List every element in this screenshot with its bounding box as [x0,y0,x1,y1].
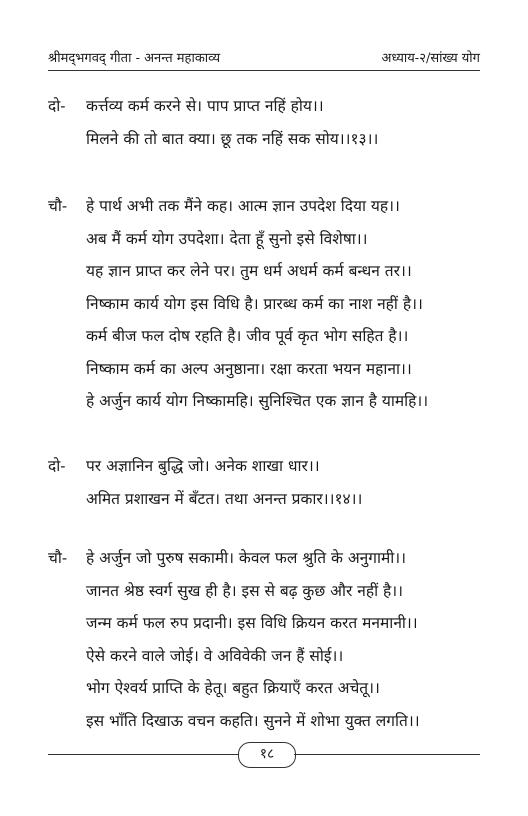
verse-line: दो- कर्त्तव्य कर्म करने से। पाप प्राप्त नहिं होय।। [48,94,488,127]
chaupai-stanza-2 [48,546,488,741]
page-number: १८ [238,742,296,768]
verse-line: अमित प्रशाखन में बँटत। तथा अनन्त प्रकार।।१४।। [86,489,363,508]
running-header [48,44,480,71]
verse-line: हे अर्जुन कार्य योग निष्कामहि। सुनिश्चित एक ज्ञान है यामहि।। [86,392,429,410]
verse-line: भोग ऐश्वर्य प्राप्ति के हेतू। बहुत क्रियाएँ करत अचेतू।। [86,679,380,697]
footer-rule-right [294,754,480,755]
doha-stanza-1 [48,94,488,159]
verse-line: चौ- हे अर्जुन जो पुरुष सकामी। केवल फल श्रुति के अनुगामी।। [48,546,488,579]
verse-line: चौ- हे पार्थ अभी तक मैंने कह। आत्म ज्ञान उपदेश दिया यह।। [48,194,488,227]
verse-line: ऐसे करने वाले जोई। वे अविवेकी जन हैं सोई।। [86,646,344,665]
chaupai-stanza-1 [48,194,488,422]
verse-line: जानत श्रेष्ठ स्वर्ग सुख ही है। इस से बढ़ कुछ और नहीं है।। [86,581,403,600]
verse-line: निष्काम कार्य योग इस विधि है। प्रारब्ध कर्म का नाश नहीं है।। [86,294,423,313]
verse-line: मिलने की तो बात क्या। छू तक नहिं सक सोय।।१३।। [86,129,379,148]
verse-line: दो- पर अज्ञानिन बुद्धि जो। अनेक शाखा धार।। [48,454,488,487]
chapter-title: अध्याय-२/सांख्य योग [381,51,480,66]
stanza-label: चौ- [48,197,68,215]
verse-line: इस भाँति दिखाऊ वचन कहति। सुनने में शोभा युक्त लगति।। [86,711,420,730]
stanza-label: दो- [48,97,66,115]
stanza-label: दो- [48,457,66,475]
verse-line: यह ज्ञान प्राप्त कर लेने पर। तुम धर्म अधर्म कर्म बन्धन तर।। [86,262,412,280]
verse-line: अब मैं कर्म योग उपदेशा। देता हूँ सुनो इसे विशेषा।। [86,229,368,248]
verse-line: कर्म बीज फल दोष रहति है। जीव पूर्व कृत भोग सहित है।। [86,327,409,345]
verse-line: जन्म कर्म फल रुप प्रदानी। इस विधि क्रियन करत मनमानी।। [86,614,418,632]
doha-stanza-2 [48,454,488,519]
footer-rule-left [48,754,238,755]
book-title: श्रीमद्‌भगवद्‌ गीता - अनन्त महाकाव्य [48,51,221,66]
stanza-label: चौ- [48,549,68,567]
verse-line: निष्काम कर्म का अल्प अनुष्ठाना। रक्षा करता भयन महाना।। [86,359,412,378]
